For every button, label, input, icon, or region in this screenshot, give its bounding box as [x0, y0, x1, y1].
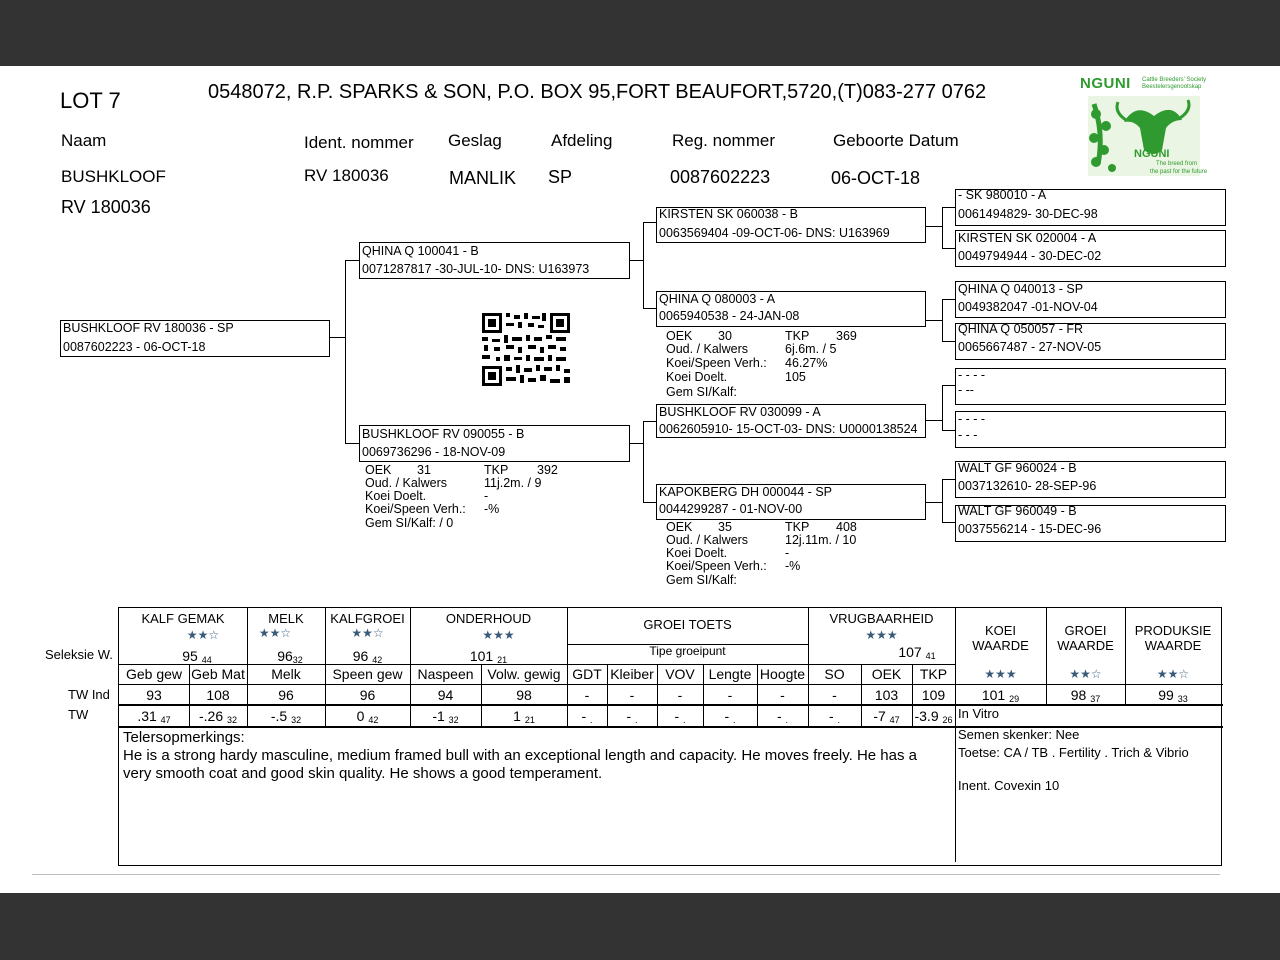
breeder-line: 0548072, R.P. SPARKS & SON, P.O. BOX 95,FORT BEAUFORT,5720,(T)083-277 0762: [208, 81, 987, 103]
group-groeiw-l1: GROEI: [1064, 623, 1107, 638]
tw-value: -7 $_{47}$: [873, 708, 900, 725]
twind-value: -: [727, 687, 733, 703]
value-ident: RV 180036: [304, 166, 389, 185]
remarks-label: Telersopmerkings:: [123, 729, 245, 746]
logo-line2: Beestelersgenootskap: [1142, 84, 1202, 90]
twind-value: -: [832, 687, 837, 703]
sel-vrug: 107 $_{41}$: [898, 644, 936, 661]
header-geboorte: Geboorte Datum: [833, 131, 959, 150]
twind-value: 108: [206, 687, 230, 703]
pedigree-sss: - SK 980010 - A 0061494829- 30-DEC-98: [955, 189, 1226, 226]
row-label-seleksie: Seleksie W.: [45, 647, 113, 662]
logo-line1: Cattle Breeders' Society: [1142, 77, 1207, 83]
tw-value: .31 $_{47}$: [137, 708, 171, 725]
sel-kalf: 95 $_{44}$: [182, 648, 212, 665]
twind-prod: 99 $_{33}$: [1158, 687, 1188, 704]
lot-number: LOT 7: [60, 88, 121, 113]
column-label: Geb Mat: [191, 666, 245, 682]
ebv-table: [118, 607, 1222, 866]
row-label-tw: TW: [68, 707, 89, 722]
group-koei-stars: ★★★: [984, 667, 1017, 681]
tw-value: - $_.$: [776, 708, 789, 725]
tw-value: - $_.$: [626, 708, 638, 725]
group-vrug-label: VRUGBAARHEID: [829, 611, 934, 626]
tw-value: -3.9 $_{26}$: [914, 708, 953, 725]
pedigree-dsd: - - - - - - -: [955, 411, 1226, 448]
header-reg: Reg. nommer: [672, 131, 775, 150]
value-geboorte: 06-OCT-18: [831, 168, 921, 188]
logo-title: NGUNI: [1080, 75, 1131, 92]
group-prod-l2: WAARDE: [1144, 638, 1202, 653]
tw-value: 0 $_{42}$: [356, 708, 379, 725]
header-ident: Ident. nommer: [304, 133, 414, 152]
pedigree-sire: QHINA Q 100041 - B 0071287817 -30-JUL-10- DNS: U163973: [359, 242, 630, 279]
group-vrug-stars: ★★★: [865, 628, 898, 642]
twind-value: -: [629, 687, 635, 703]
note-toetse: Toetse: CA / TB . Fertility . Trich & Vibrio: [958, 745, 1189, 760]
twind-value: 96: [359, 687, 376, 703]
column-label: Hoogte: [759, 666, 806, 682]
twind-groei: 98 $_{37}$: [1070, 687, 1101, 704]
tw-value: - $_.$: [581, 708, 593, 725]
twind-value: 98: [516, 687, 532, 703]
twind-value: 96: [278, 687, 294, 703]
tw-value: - $_.$: [724, 708, 736, 725]
column-label: Naspeen: [417, 666, 474, 682]
value-naam: BUSHKLOOF: [61, 167, 166, 186]
qr-code-icon: [482, 313, 570, 386]
sel-melk: $96_{32}$: [277, 648, 303, 665]
group-koei-l1: KOEI: [984, 623, 1017, 638]
column-label: Speen gew: [332, 666, 403, 682]
group-groei-sub: Tipe groeipunt: [649, 644, 726, 658]
group-onder-stars: ★★★: [482, 628, 515, 642]
logo-tag1: The breed from: [1156, 161, 1198, 167]
tw-value: 1 $_{21}$: [513, 708, 535, 725]
pedigree-self: BUSHKLOOF RV 180036 - SP 0087602223 - 06-OCT-18: [60, 320, 330, 357]
tw-value: - $_.$: [674, 708, 686, 725]
group-kalfg-label: KALFGROEI: [330, 611, 405, 626]
value-tattoo: RV 180036: [61, 197, 151, 217]
pedigree-dds: WALT GF 960024 - B 0037132610- 28-SEP-96: [955, 461, 1226, 498]
group-onder-label: ONDERHOUD: [445, 611, 532, 626]
pedigree-ddd: WALT GF 960049 - B 0037556214 - 15-DEC-96: [955, 505, 1226, 542]
pedigree-ssd: KIRSTEN SK 020004 - A 0049794944 - 30-DEC-02: [955, 230, 1226, 267]
group-groeiw-l2: WAARDE: [1057, 638, 1114, 653]
row-label-twind: TW Ind: [68, 687, 110, 702]
pedigree-sds: QHINA Q 040013 - SP 0049382047 -01-NOV-04: [955, 281, 1226, 318]
group-prod-stars: ★★☆: [1156, 667, 1190, 681]
bottom-bar: [0, 893, 1280, 960]
sel-onder: 101 $_{21}$: [469, 648, 508, 665]
pedigree-dam-sire: BUSHKLOOF RV 030099 - A 0062605910- 15-OCT-03- DNS: U0000138524: [656, 404, 926, 438]
column-label: Kleiber: [610, 666, 654, 682]
sel-kalfg: 96 $_{42}$: [352, 648, 383, 665]
twind-value: 93: [146, 687, 162, 703]
group-kalf-label: KALF GEMAK: [141, 611, 225, 626]
column-label: OEK: [871, 666, 902, 682]
group-prod-l1: PRODUKSIE: [1134, 623, 1212, 638]
logo-tag2: the past for the future: [1150, 169, 1208, 175]
twind-koei: 101 $_{29}$: [981, 687, 1020, 704]
in-vitro: In Vitro: [958, 706, 999, 721]
tw-value: - $_.$: [828, 708, 841, 725]
column-label: VOV: [665, 666, 695, 682]
twind-value: 109: [921, 687, 946, 703]
column-label: Geb gew: [125, 666, 183, 682]
column-label: SO: [824, 666, 845, 682]
column-label: Lengte: [708, 666, 752, 682]
column-label: TKP: [919, 666, 948, 682]
column-label: Melk: [271, 666, 301, 682]
group-kalf-stars: ★★☆: [186, 628, 220, 642]
note-inent: Inent. Covexin 10: [958, 778, 1060, 793]
pedigree-sdd: QHINA Q 050057 - FR 0065667487 - 27-NOV-05: [955, 323, 1226, 360]
top-bar: [0, 0, 1280, 66]
tw-value: -1 $_{32}$: [432, 708, 459, 725]
group-kalfg-stars: ★★☆: [351, 626, 384, 640]
twind-value: -: [584, 687, 590, 703]
twind-value: -: [677, 687, 683, 703]
value-reg: 0087602223: [670, 167, 771, 187]
value-afdeling: SP: [548, 167, 573, 187]
group-groeiw-stars: ★★☆: [1069, 667, 1102, 681]
group-melk-stars: ★★☆: [258, 626, 292, 640]
header-afdeling: Afdeling: [551, 131, 613, 150]
logo-badge: NGUNI: [1134, 148, 1170, 160]
tw-value: -.5 $_{32}$: [270, 708, 302, 725]
note-semen: Semen skenker: Nee: [958, 727, 1080, 742]
pedigree-sire-dam: QHINA Q 080003 - A 0065940538 - 24-JAN-08: [656, 291, 926, 327]
pedigree-dam-dam: KAPOKBERG DH 000044 - SP 0044299287 - 01-NOV-00: [656, 484, 926, 520]
header-geslag: Geslag: [448, 131, 502, 150]
column-label: GDT: [572, 666, 602, 682]
pedigree-dss: - - - - - --: [955, 368, 1226, 405]
pedigree-sire-sire: KIRSTEN SK 060038 - B 0063569404 -09-OCT-06- DNS: U163969: [656, 207, 926, 243]
twind-value: -: [780, 687, 785, 703]
nguni-logo: [1078, 74, 1212, 178]
bottom-rule: [32, 874, 1220, 875]
pedigree-dam: BUSHKLOOF RV 090055 - B 0069736296 - 18-NOV-09: [359, 425, 630, 462]
group-koei-l2: WAARDE: [972, 638, 1029, 653]
twind-value: 103: [874, 687, 899, 703]
group-groei-label: GROEI TOETS: [643, 617, 732, 632]
group-melk-label: MELK: [268, 611, 304, 626]
header-naam: Naam: [61, 131, 107, 150]
column-label: Volw. gewig: [487, 666, 561, 682]
value-geslag: MANLIK: [449, 168, 517, 188]
remarks-text: He is a strong hardy masculine, medium framed bull with an exceptional length and capacity. He moves freely. He has a very smooth coat and good skin quality. He shows a good temperament.: [123, 747, 918, 782]
twind-value: 94: [437, 687, 454, 703]
tw-value: -.26 $_{32}$: [198, 708, 238, 725]
